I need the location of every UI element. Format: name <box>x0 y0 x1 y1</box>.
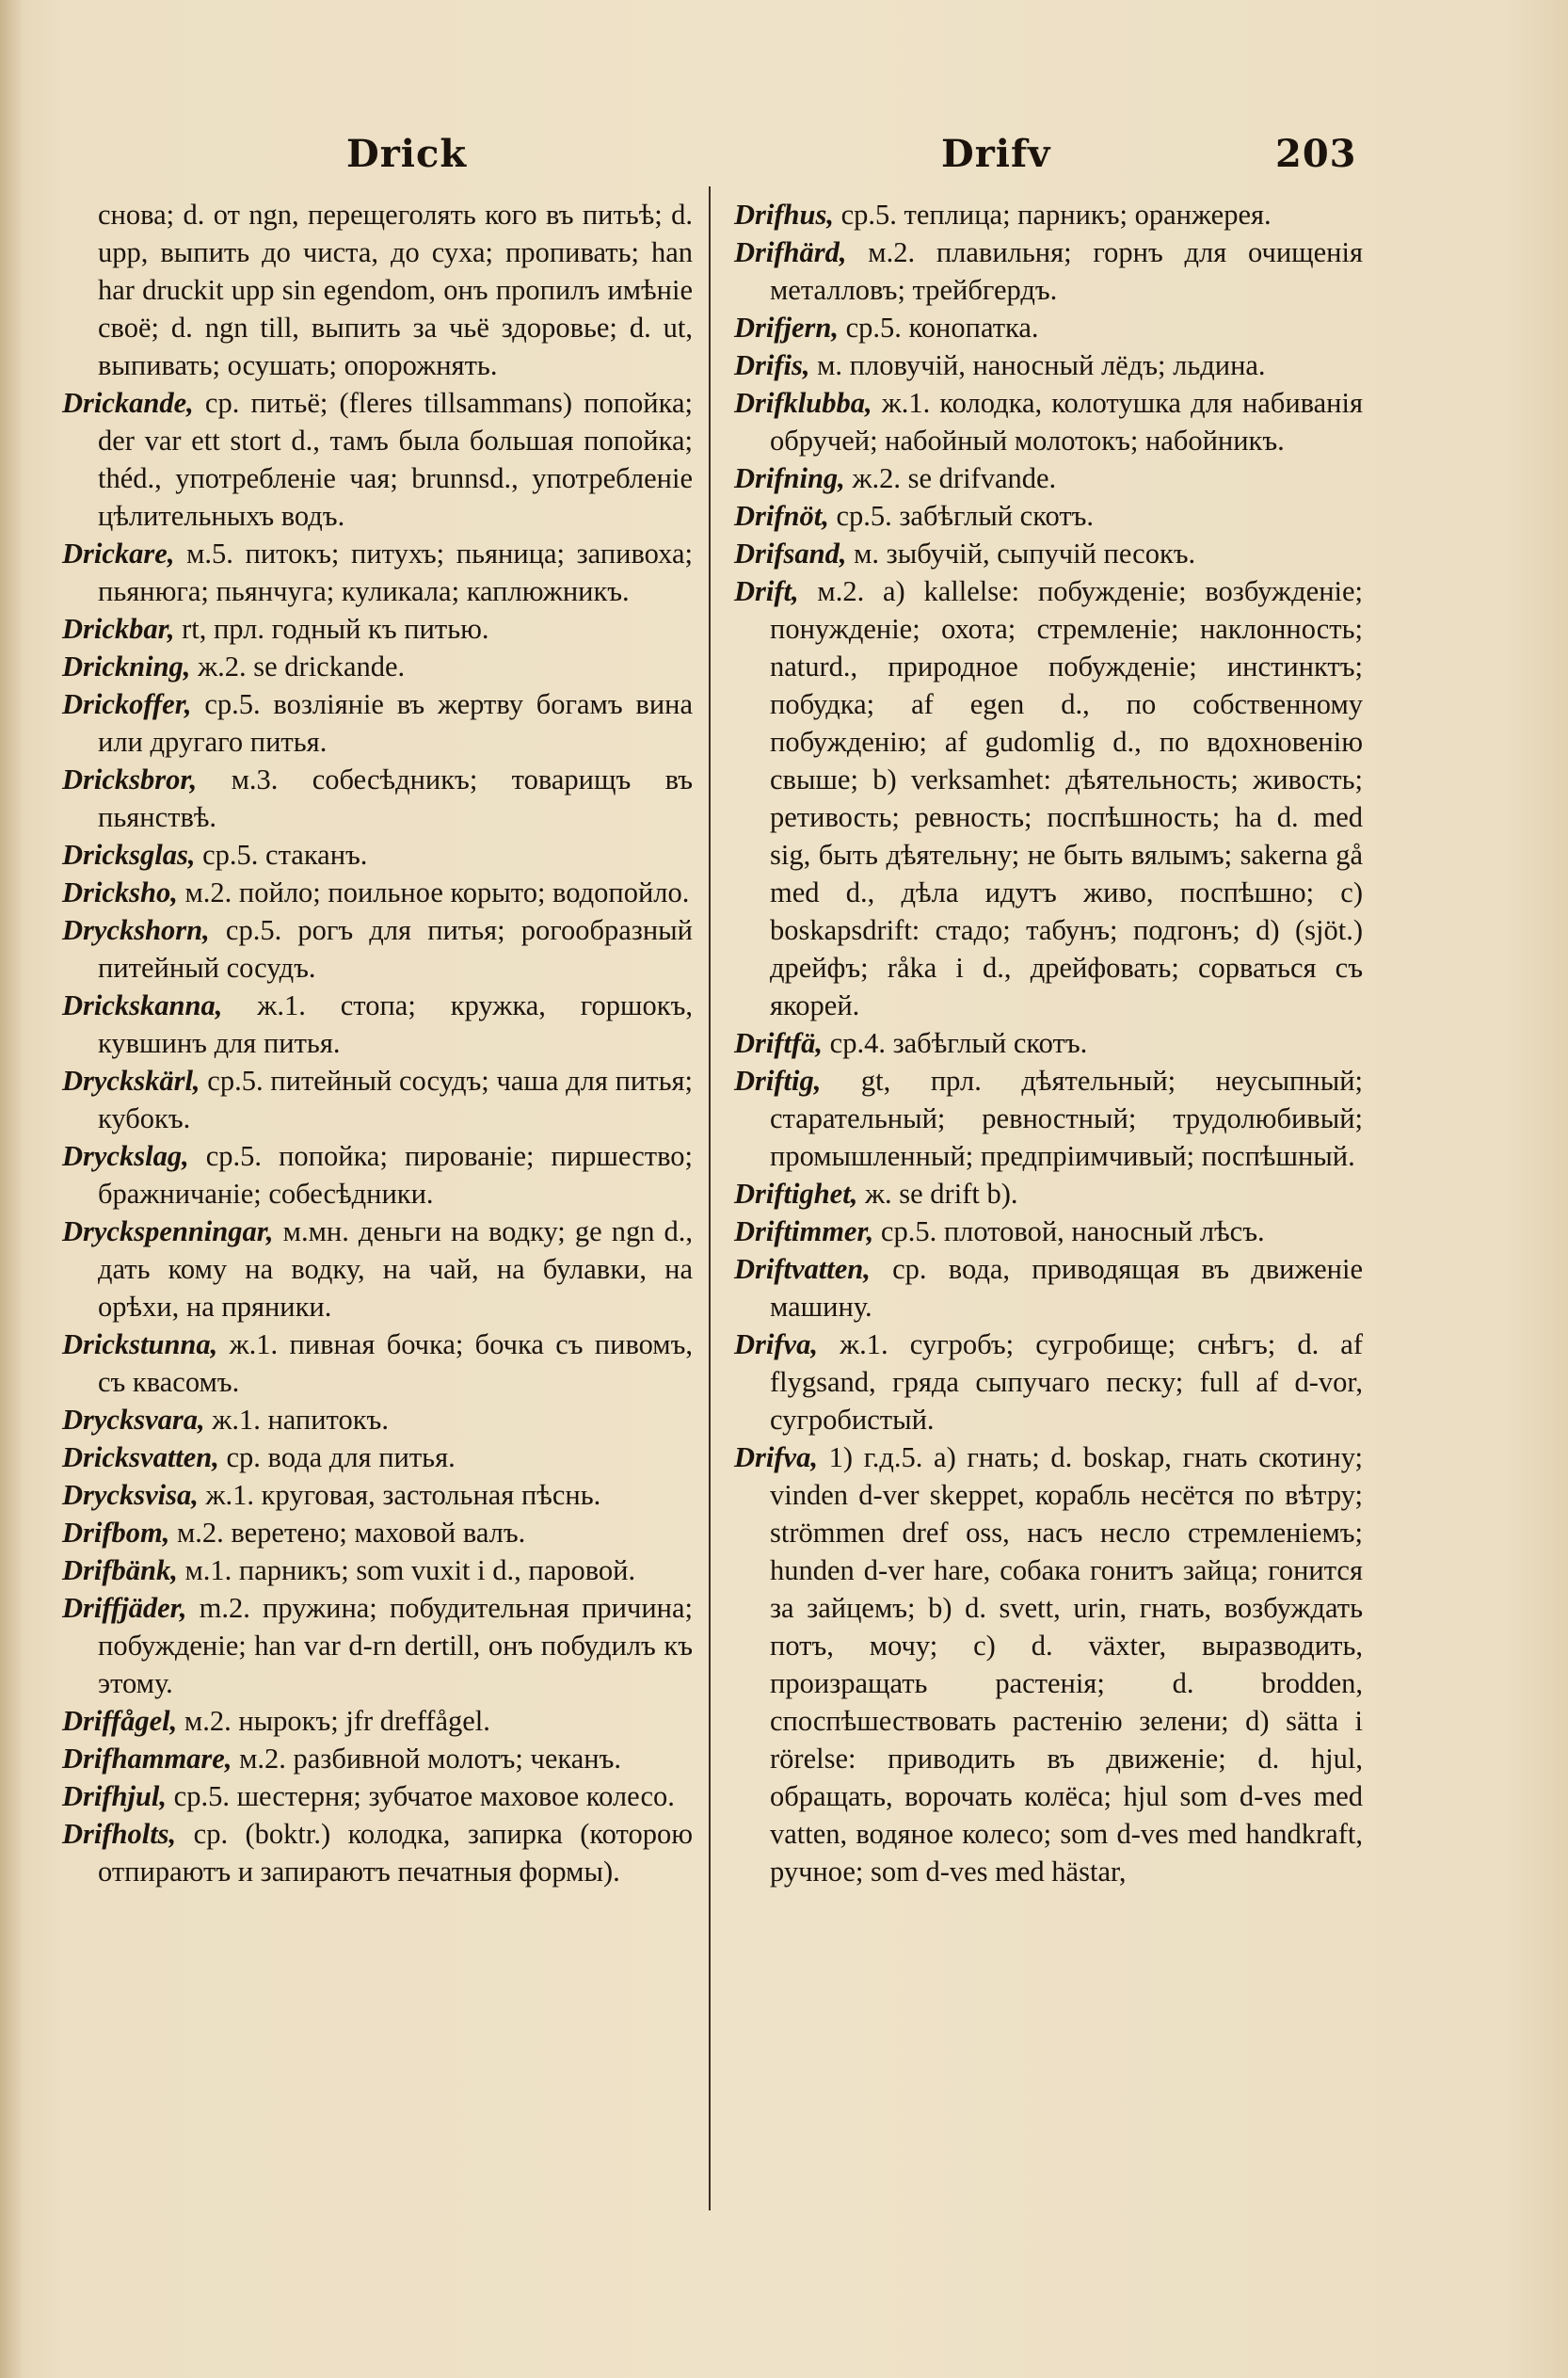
entry-definition: м.2. плавильня; горнъ для очищенія металловъ; трейбгердъ. <box>770 236 1364 306</box>
entry-headword: Drifbänk, <box>62 1554 178 1586</box>
entry-definition: м. пловучій, наносный лёдъ; льдина. <box>817 349 1266 381</box>
entry-definition: ср. питьё; (fleres tillsammans) попойка; der var ett stort d., тамъ была большая попойка; théd., употребленіе чая; brunnsd., употребленіе цѣлительныхъ водъ. <box>98 387 694 532</box>
entry-headword: Dricksbror, <box>62 763 198 795</box>
entry-definition: м.1. парникъ; som vuxit i d., паровой. <box>184 1554 636 1586</box>
running-head-right: Drifv <box>941 132 1051 176</box>
entry-headword: Dryckspenningar, <box>62 1215 274 1247</box>
dictionary-entry <box>734 1250 1363 1326</box>
left-column <box>62 196 693 1890</box>
entry-headword: Dryckshorn, <box>62 914 210 946</box>
entry-definition: м.2. нырокъ; jfr dreffågel. <box>184 1705 490 1737</box>
entry-definition: м.2. веретено; маховой валъ. <box>177 1517 526 1549</box>
entry-headword: Driftighet, <box>734 1178 858 1210</box>
dictionary-entry <box>734 535 1363 572</box>
dictionary-entry <box>62 648 693 685</box>
entry-definition: м.5. питокъ; питухъ; пьяница; запивоха; пьянюга; пьянчуга; куликала; каплюжникъ. <box>98 538 694 607</box>
page-edge <box>0 0 21 2378</box>
dictionary-entry <box>734 1024 1363 1062</box>
dictionary-entry <box>62 1777 693 1815</box>
dictionary-entry <box>62 1740 693 1777</box>
dictionary-entry <box>62 685 693 761</box>
entry-headword: Drickstunna, <box>62 1328 218 1360</box>
dictionary-entry <box>734 196 1363 233</box>
entry-definition: ж. se drift b). <box>864 1178 1018 1210</box>
entry-definition: ср.5. забѣглый скотъ. <box>836 500 1095 532</box>
entry-definition: rt, прл. годный къ питью. <box>182 613 489 645</box>
dictionary-entry <box>734 384 1363 459</box>
column-divider <box>709 186 711 2210</box>
dictionary-entry <box>62 610 693 648</box>
entry-definition: ж.1. сугробъ; сугробище; снѣгъ; d. af flygsand, гряда сыпучаго песку; full af d-vor, сугробистый. <box>770 1328 1364 1436</box>
entry-definition: м.3. собесѣдникъ; товарищъ въ пьянствѣ. <box>98 763 693 833</box>
entry-headword: Dricksglas, <box>62 839 196 871</box>
entry-definition: m.2. пружина; побудительная причина; побужденіе; han var d-rn dertill, онъ побудилъ къ этому. <box>98 1592 693 1699</box>
entry-definition: ср.4. забѣглый скотъ. <box>829 1027 1088 1059</box>
entry-headword: Drifbom, <box>62 1517 170 1549</box>
dictionary-entry <box>62 1476 693 1514</box>
dictionary-entry <box>734 572 1363 1024</box>
dictionary-entry <box>62 987 693 1062</box>
entry-definition: ср.5. питейный сосудъ; чаша для питья; кубокъ. <box>98 1065 694 1134</box>
entry-headword: Drickoffer, <box>62 688 192 720</box>
entry-definition: ж.1. напитокъ. <box>212 1404 389 1436</box>
entry-definition: ср.5. конопатка. <box>845 312 1039 344</box>
entry-headword: Dryckskärl, <box>62 1065 200 1097</box>
entry-headword: Drifnöt, <box>734 500 829 532</box>
dictionary-entry <box>62 1326 693 1401</box>
entry-definition: ж.1. стопа; кружка, горшокъ, кувшинъ для питья. <box>98 989 693 1059</box>
dictionary-entry <box>62 1438 693 1476</box>
entry-headword: Drifhus, <box>734 199 834 231</box>
dictionary-entry <box>62 874 693 911</box>
entry-headword: Drifhammare, <box>62 1743 232 1775</box>
entry-headword: Drifjern, <box>734 312 839 344</box>
entry-headword: Drickning, <box>62 651 191 683</box>
entry-headword: Drifva, <box>734 1328 818 1360</box>
entry-definition: ж.2. se drickande. <box>198 651 406 683</box>
entry-definition: gt, прл. дѣятельный; неусыпный; старательный; ревностный; трудолюбивый; промышленный; предпріимчивый; поспѣшный. <box>770 1065 1363 1172</box>
entry-definition: ср.5. теплица; парникъ; оранжерея. <box>840 199 1272 231</box>
dictionary-entry <box>62 1062 693 1137</box>
entry-headword: Drifhjul, <box>62 1780 168 1812</box>
dictionary-entry <box>62 1213 693 1326</box>
entry-headword: Drifsand, <box>734 538 847 570</box>
entry-headword: Drifning, <box>734 462 845 494</box>
dictionary-entry <box>734 1213 1363 1250</box>
entry-definition: снова; d. от ngn, перещеголять кого въ питьѣ; d. upp, выпить до чиста, до суха; пропивать; han har druckit upp sin egendom, онъ пропилъ имѣніе своё; d. ngn till, выпить за чьё здоровье; d. ut, выпивать; осушать; опорожнять. <box>98 199 693 381</box>
entry-definition: м.2. разбивной молотъ; чеканъ. <box>239 1743 622 1775</box>
entry-headword: Dricksho, <box>62 876 178 908</box>
entry-headword: Drifis, <box>734 349 810 381</box>
entry-headword: Drickare, <box>62 538 175 570</box>
entry-headword: Driftig, <box>734 1065 822 1097</box>
entry-headword: Drift, <box>734 575 799 607</box>
entry-headword: Driffågel, <box>62 1705 178 1737</box>
dictionary-entry <box>62 911 693 987</box>
entry-definition: ж.1. колодка, колотушка для набиванія обручей; набойный молотокъ; набойникъ. <box>770 387 1364 457</box>
entry-definition: м.2. a) kallelse: побужденіе; возбужденіе; понужденіе; охота; стремленіе; наклонность; naturd., природное побужденіе; инстинктъ; побудка; af egen d., по собственному побужденію; af gudomlig d., по вдохновенію свыше; b) verksamhet: дѣятельность; живость; ретивость; ревность; поспѣшность; ha d. med sig, быть дѣятельну; не быть вялымъ; sakerna gå med d., дѣла идутъ живо, поспѣшно; c) boskapsdrift: стадо; табунъ; подгонъ; d) (sjöt.) дрейфъ; råka i d., дрейфовать; сорваться съ якорей. <box>770 575 1363 1021</box>
entry-headword: Drifhärd, <box>734 236 847 268</box>
dictionary-entry <box>62 1815 693 1890</box>
entry-definition: ср.5. шестерня; зубчатое маховое колесо. <box>173 1780 675 1812</box>
dictionary-entry <box>734 497 1363 535</box>
entry-definition: м. зыбучій, сыпучій песокъ. <box>854 538 1196 570</box>
entry-headword: Drickbar, <box>62 613 175 645</box>
entry-definition: ж.1. круговая, застольная пѣснь. <box>205 1479 601 1511</box>
entry-headword: Drifva, <box>734 1441 818 1473</box>
entry-headword: Driftimmer, <box>734 1215 874 1247</box>
entry-definition: ср.5. рогъ для питья; рогообразный питейный сосудъ. <box>98 914 693 984</box>
dictionary-entry <box>62 196 693 384</box>
entry-definition: ср.5. возліяніе въ жертву богамъ вина или другаго питья. <box>98 688 693 758</box>
dictionary-entry <box>734 346 1363 384</box>
entry-headword: Drifholts, <box>62 1818 177 1850</box>
dictionary-entry <box>734 1175 1363 1213</box>
entry-headword: Drickskanna, <box>62 989 223 1021</box>
page-number: 203 <box>1275 132 1357 176</box>
right-column <box>734 196 1363 1890</box>
entry-headword: Drycksvisa, <box>62 1479 199 1511</box>
entry-definition: ж.1. пивная бочка; бочка съ пивомъ, съ квасомъ. <box>98 1328 694 1398</box>
dictionary-entry <box>62 1702 693 1740</box>
entry-definition: ср.5. стаканъ. <box>202 839 368 871</box>
entry-headword: Driftvatten, <box>734 1253 871 1285</box>
entry-headword: Driffjäder, <box>62 1592 187 1624</box>
dictionary-entry <box>62 1137 693 1213</box>
dictionary-entry <box>734 233 1363 309</box>
entry-definition: ср.5. плотовой, наносный лѣсъ. <box>880 1215 1265 1247</box>
entry-definition: ср.5. попойка; пированіе; пиршество; бражничаніе; собесѣдники. <box>98 1140 693 1210</box>
entry-definition: ж.2. se drifvande. <box>852 462 1057 494</box>
entry-headword: Drickande, <box>62 387 194 419</box>
entry-headword: Drifklubba, <box>734 387 872 419</box>
dictionary-entry <box>62 1551 693 1589</box>
dictionary-entry <box>734 1326 1363 1438</box>
dictionary-entry <box>62 761 693 836</box>
dictionary-entry <box>734 459 1363 497</box>
dictionary-entry <box>62 384 693 535</box>
dictionary-entry <box>62 535 693 610</box>
entry-headword: Dricksvatten, <box>62 1441 219 1473</box>
entry-headword: Drycksvara, <box>62 1404 205 1436</box>
entry-definition: ср. вода, приводящая въ движеніе машину. <box>770 1253 1363 1323</box>
dictionary-entry <box>62 1514 693 1551</box>
entry-headword: Dryckslag, <box>62 1140 189 1172</box>
running-head-left: Drick <box>346 132 468 176</box>
entry-definition: м.2. пойло; поильное корыто; водопойло. <box>184 876 690 908</box>
entry-definition: ср. вода для питья. <box>226 1441 456 1473</box>
entry-headword: Driftfä, <box>734 1027 824 1059</box>
dictionary-entry <box>62 836 693 874</box>
dictionary-entry <box>734 1438 1363 1890</box>
dictionary-entry <box>62 1401 693 1438</box>
entry-definition: м.мн. деньги на водку; ge ngn d., дать кому на водку, на чай, на булавки, на орѣхи, на пряники. <box>98 1215 694 1323</box>
entry-definition: ср. (boktr.) колодка, запирка (которою отпираютъ и запираютъ печатныя формы). <box>98 1818 693 1888</box>
dictionary-entry <box>734 309 1363 346</box>
dictionary-entry <box>734 1062 1363 1175</box>
dictionary-entry <box>62 1589 693 1702</box>
entry-definition: 1) г.д.5. a) гнать; d. boskap, гнать скотину; vinden d-ver skeppet, корабль несётся по вѣтру; strömmen dref oss, насъ несло стремленіемъ; hunden d-ver hare, собака гонитъ зайца; гонится за зайцемъ; b) d. svett, urin, гнать, возбуждать потъ, мочу; c) d. växter, выразводить, произращать растенія; d. brodden, споспѣшествовать растенію зелени; d) sätta i rörelse: приводить въ движеніе; d. hjul, обращать, ворочать колёса; hjul som d-ves med vatten, водяное колесо; som d-ves med handkraft, ручное; som d-ves med hästar, <box>770 1441 1364 1888</box>
